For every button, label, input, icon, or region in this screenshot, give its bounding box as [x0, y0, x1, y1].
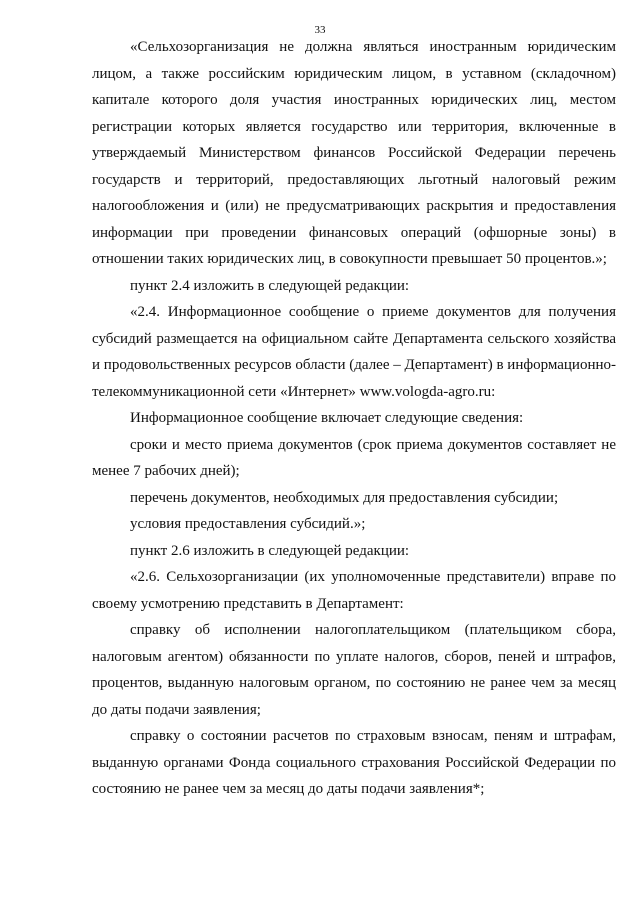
paragraph-documents-list: перечень документов, необходимых для предоставления субсидии;	[130, 489, 559, 506]
paragraph-clause-2-6: «2.6. Сельхозорганизации (их уполномоченные представители) вправе по своему усмотрению представить в Департамент:	[92, 569, 616, 612]
paragraph-clause-2-4: «2.4. Информационное сообщение о приеме документов для получения субсидий размещается на официальном сайте Департамента сельского хозяйства и продовольственных ресурсов области (далее – Департамент) в информационно-телекоммуникационной сети «Интернет» www.vologda-agro.ru:	[92, 304, 616, 400]
paragraph-insurance-certificate: справку о состоянии расчетов по страховым взносам, пеням и штрафам, выданную органами Фонда социального страхования Российской Федерации по состоянию не ранее чем за месяц до даты подачи заявления*;	[92, 728, 616, 797]
paragraph-offshore-restriction: «Сельхозорганизация не должна являться иностранным юридическим лицом, а также российским юридическим лицом, в уставном (складочном) капитале которого доля участия иностранных юридических лиц, местом регистрации которых является государство или территория, включенные в утверждаемый Министерством финансов Российской Федерации перечень государств и территорий, предоставляющих льготный налоговый режим налогообложения и (или) не предусматривающих раскрытия и предоставления информации при проведении финансовых операций (офшорные зоны) в отношении таких юридических лиц, в совокупности превышает 50 процентов.»;	[92, 39, 616, 267]
page-number: 33	[314, 24, 326, 36]
paragraph-conditions: условия предоставления субсидий.»;	[130, 516, 366, 532]
paragraph-deadlines: сроки и место приема документов (срок приема документов составляет не менее 7 рабочих дней);	[92, 436, 616, 479]
paragraph-info-message-contents: Информационное сообщение включает следующие сведения:	[130, 410, 524, 426]
paragraph-clause-2-4-intro: пункт 2.4 изложить в следующей редакции:	[130, 277, 410, 294]
paragraph-clause-2-6-intro: пункт 2.6 изложить в следующей редакции:	[130, 542, 410, 559]
paragraph-tax-certificate: справку об исполнении налогоплательщиком (плательщиком сбора, налоговым агентом) обязанности по уплате налогов, сборов, пеней и штрафов, процентов, выданную налоговым органом, по состоянию не ранее чем за месяц до даты подачи заявления;	[92, 622, 616, 718]
document-body	[92, 34, 616, 803]
